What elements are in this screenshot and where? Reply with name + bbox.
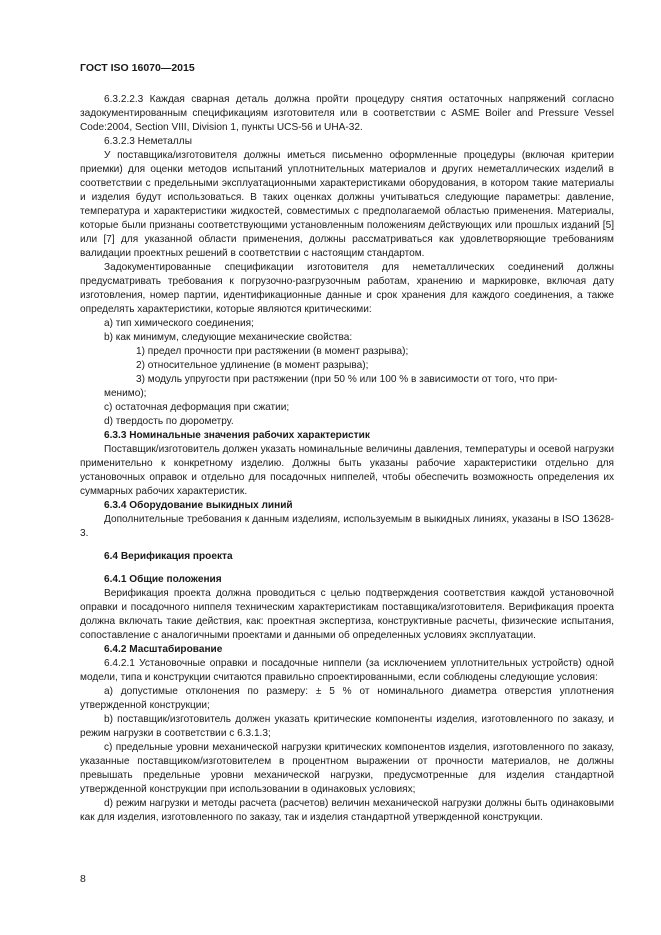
sub-list-item-continuation: менимо);	[104, 388, 147, 399]
paragraph: 6.3.2.2.3 Каждая сварная деталь должна пройти процедуру снятия остаточных напряжений согласно задокументированным спецификациям изготовителя или в соответствии с ASME Boiler and Pressure Vessel Code:2004, Section VIII, Division 1, пункты UCS-56 и UHA-32.	[80, 94, 614, 133]
section-heading: 6.4.1 Общие положения	[104, 574, 222, 585]
spacer	[80, 564, 614, 573]
paragraph: b) поставщик/изготовитель должен указать критические компоненты изделия, изготовленного по заказу, и режим нагрузки в соответствии с 6.3.1.3;	[80, 714, 614, 739]
document-body	[80, 93, 614, 825]
section-heading: 6.3.4 Оборудование выкидных линий	[104, 500, 293, 511]
paragraph: 6.3.2.3 Неметаллы	[104, 136, 192, 147]
paragraph: Верификация проекта должна проводиться с целью подтверждения соответствия каждой установочной оправки и посадочного ниппеля техническим характеристикам поставщика/изготовителя. Верификация проекта должна включать такие действия, как: проектная экспертиза, конструктивные расчеты, физические испытания, сопоставление с аналогичными проектами и данными об определенных условиях эксплуатации.	[80, 588, 614, 641]
spacer	[80, 541, 614, 550]
paragraph: 6.4.2.1 Установочные оправки и посадочные ниппели (за исключением уплотнительных устройств) одной модели, типа и конструкции считаются правильно спроектированными, если соблюдены следующие условия:	[80, 658, 614, 683]
paragraph: Поставщик/изготовитель должен указать номинальные величины давления, температуры и осевой нагрузки применительно к конкретному изделию. Должны быть указаны рабочие характеристики отдельно для установочных оправок и отдельно для посадочных ниппелей, чтобы обеспечить возможность определения их суммарных рабочих характеристик.	[80, 444, 614, 497]
paragraph: Дополнительные требования к данным изделиям, используемым в выкидных линиях, указаны в ISO 13628-3.	[80, 514, 614, 539]
sub-list-item: 3) модуль упругости при растяжении (при 50 % или 100 % в зависимости от того, что при-	[136, 374, 558, 385]
section-heading: 6.4.2 Масштабирование	[104, 644, 223, 655]
paragraph: a) допустимые отклонения по размеру: ± 5 % от номинального диаметра отверстия уплотнения утвержденной конструкции;	[80, 686, 614, 711]
section-heading: 6.3.3 Номинальные значения рабочих характеристик	[104, 430, 370, 441]
paragraph: У поставщика/изготовителя должны иметься письменно оформленные процедуры (включая критерии приемки) для оценки методов испытаний уплотнительных материалов и других неметаллических изделий в соответствии с предельными эксплуатационными характеристиками оборудования, в котором такие материалы и изделия будут использоваться. В таких оценках должны учитываться следующие параметры: давление, температура и характеристики жидкостей, совместимых с предполагаемой областью применения. Материалы, которые были признаны соответствующими установленным положениям действующих или прошлых изданий [5] или [7] для указанной области применения, должны рассматриваться как удовлетворяющие требованиям валидации проектных решений в соответствии с настоящим стандартом.	[80, 150, 614, 259]
paragraph: c) предельные уровни механической нагрузки критических компонентов изделия, изготовленного по заказу, указанные поставщиком/изготовителем в процентном выражении от прочности материалов, не должны превышать предельные уровни механической нагрузки, предусмотренные для изделия стандартной утвержденной конструкции при использовании в одинаковых условиях;	[80, 742, 614, 795]
section-heading: 6.4 Верификация проекта	[104, 551, 233, 562]
list-item: c) остаточная деформация при сжатии;	[104, 402, 290, 413]
list-item: b) как минимум, следующие механические свойства:	[104, 332, 353, 343]
sub-list-item: 2) относительное удлинение (в момент разрыва);	[136, 360, 369, 371]
paragraph: d) режим нагрузки и методы расчета (расчетов) величин механической нагрузки должны быть одинаковыми как для изделия, изготовленного по заказу, так и изделия стандартной утвержденной конструкции.	[80, 798, 614, 823]
sub-list-item: 1) предел прочности при растяжении (в момент разрыва);	[136, 346, 409, 357]
paragraph: Задокументированные спецификации изготовителя для неметаллических соединений должны предусматривать требования к погрузочно-разгрузочным работам, хранению и маркировке, включая дату изготовления, номер партии, идентификационные данные и срок хранения для каждого соединения, а также определять характеристики, которые являются критическими:	[80, 262, 614, 315]
document-header: ГОСТ ISO 16070—2015	[80, 62, 195, 74]
list-item: d) твердость по дюрометру.	[104, 416, 234, 427]
page-number: 8	[80, 873, 86, 885]
list-item: a) тип химического соединения;	[104, 318, 254, 329]
